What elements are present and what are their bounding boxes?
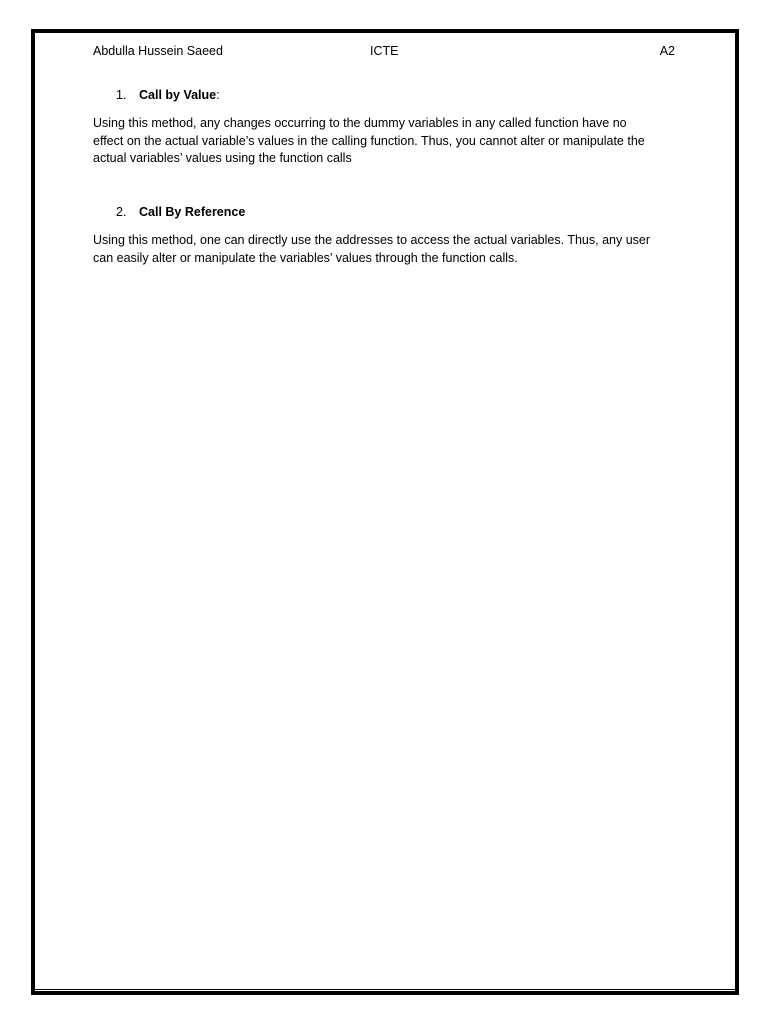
paragraph-call-by-reference xyxy=(93,232,679,267)
section-title: Call by Value xyxy=(139,88,217,102)
header-author: Abdulla Hussein Saeed xyxy=(93,44,223,58)
page-border-bottom-line xyxy=(35,989,735,990)
paragraph-line: effect on the actual variable’s values in the calling function. Thus, you cannot alter or manipulate the xyxy=(93,133,645,148)
page-header xyxy=(93,44,675,62)
section-title-suffix: : xyxy=(216,88,220,102)
paragraph-line: can easily alter or manipulate the variables’ values through the function calls. xyxy=(93,250,518,265)
paragraph-call-by-value xyxy=(93,115,679,168)
section-heading-call-by-value xyxy=(116,88,220,102)
paragraph-line: actual variables’ values using the function calls xyxy=(93,151,352,165)
header-assignment: A2 xyxy=(659,44,675,58)
paragraph-line: Using this method, one can directly use the addresses to access the actual variables. Thus, any user xyxy=(93,233,651,247)
page-border xyxy=(31,29,739,995)
section-title: Call By Reference xyxy=(139,205,246,219)
section-number: 2. xyxy=(116,205,127,219)
header-course: ICTE xyxy=(370,44,399,58)
section-heading-call-by-reference xyxy=(116,205,245,219)
paragraph-line: Using this method, any changes occurring to the dummy variables in any called function have no xyxy=(93,116,627,130)
section-number: 1. xyxy=(116,88,127,102)
